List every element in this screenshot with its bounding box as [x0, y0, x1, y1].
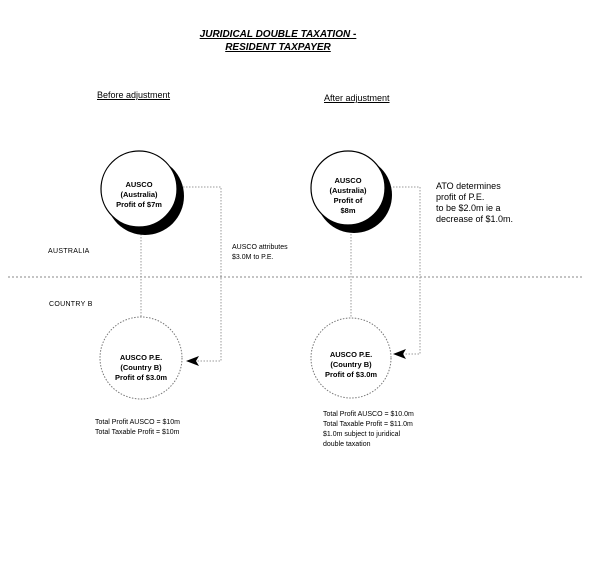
ato-line-2: profit of P.E. — [436, 192, 485, 202]
ato-line-4: decrease of $1.0m. — [436, 214, 514, 224]
diagram-title — [190, 28, 366, 54]
before-total-taxable: Total Taxable Profit = $10m — [95, 429, 180, 436]
before-pe-name: AUSCO P.E. — [119, 353, 163, 362]
after-parent-profit-value: $8m — [340, 206, 356, 215]
after-pe-name: AUSCO P.E. — [329, 350, 373, 359]
before-parent-profit: Profit of $7m — [116, 200, 162, 209]
after-pe-text — [311, 350, 391, 380]
left-attribution-path — [183, 187, 221, 361]
right-attribution-path — [393, 187, 420, 354]
ato-note — [436, 181, 513, 225]
left-arrowhead — [186, 356, 199, 366]
after-parent-text — [308, 176, 388, 216]
ato-line-3: to be $2.0m ie a — [436, 203, 501, 213]
attribution-note — [232, 243, 288, 263]
after-heading: After adjustment — [324, 93, 390, 103]
right-arrowhead — [393, 349, 406, 359]
attribution-line-2: $3.0M to P.E. — [232, 254, 274, 261]
title-line-2: RESIDENT TAXPAYER — [225, 42, 331, 53]
after-pe-country: (Country B) — [330, 360, 372, 369]
before-parent-text — [99, 180, 179, 210]
before-heading: Before adjustment — [97, 90, 171, 100]
after-totals — [323, 410, 414, 450]
before-total-profit: Total Profit AUSCO = $10m — [95, 419, 181, 426]
ato-line-1: ATO determines — [436, 181, 501, 191]
region-australia: AUSTRALIA — [48, 248, 90, 255]
before-pe-country: (Country B) — [120, 363, 162, 372]
before-pe-profit: Profit of $3.0m — [114, 373, 168, 382]
before-parent-country: (Australia) — [120, 190, 158, 199]
after-double-tax-line-1: $1.0m subject to juridical — [323, 431, 401, 438]
after-parent-profit-label: Profit of — [333, 196, 363, 205]
region-country-b: COUNTRY B — [49, 301, 93, 308]
attribution-line-1: AUSCO attributes — [232, 244, 288, 251]
after-double-tax-line-2: double taxation — [323, 441, 371, 448]
before-pe-text — [101, 353, 181, 383]
after-total-profit: Total Profit AUSCO = $10.0m — [323, 411, 414, 418]
after-total-taxable: Total Taxable Profit = $11.0m — [323, 421, 413, 428]
after-parent-name: AUSCO — [334, 176, 362, 185]
after-parent-country: (Australia) — [329, 186, 367, 195]
after-pe-profit: Profit of $3.0m — [324, 370, 378, 379]
before-parent-name: AUSCO — [125, 180, 153, 189]
title-line-1: JURIDICAL DOUBLE TAXATION - — [199, 29, 357, 40]
before-totals — [95, 418, 180, 438]
